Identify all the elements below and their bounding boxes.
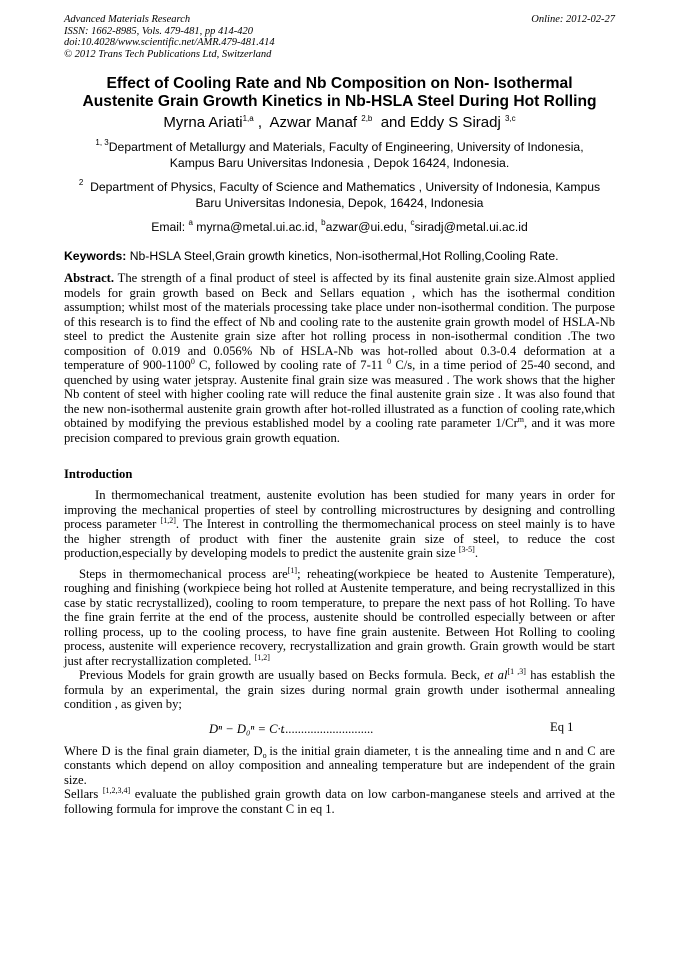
author-2: Azwar Manaf: [269, 114, 362, 131]
paper-title: [64, 75, 615, 111]
abstract-exponent: m: [517, 415, 525, 424]
equation-1-formula: Dⁿ − D₀ⁿ = C·t: [209, 721, 285, 736]
email-a[interactable]: myrna@metal.ui.ac.id,: [192, 220, 322, 234]
affiliation-1-line-2: Kampus Baru Universitas Indonesia , Depok 16424, Indonesia.: [169, 156, 510, 170]
affiliation-1: [64, 139, 615, 171]
citation-ref[interactable]: [1,2]: [254, 652, 270, 662]
intro-paragraph-5: [64, 787, 615, 816]
p1-text-2: . The Interest in controlling the thermomechanical process on steel mainly is to have the higher strength of product with finer the austenite grain size of steel, to reduce the cost production,especially by developing models to predict the austenite grain size: [64, 517, 615, 560]
citation-ref[interactable]: [1 ,3]: [507, 667, 526, 676]
journal-name: Advanced Materials Research: [64, 14, 191, 25]
email-line: [64, 219, 615, 235]
citation-ref[interactable]: [1,2]: [160, 516, 176, 525]
p2-text-2: ; reheating(workpiece be heated to Austenite Temperature), roughing and finishing (workpiece being hot rolled at Austenite temperature, and being recrystallized in this case by static recrystallized), cooling to room temperature, to prepare the next pass of hot Rolling. To have the fine grain ferrite at the end of the process, austenite should be controlled especially between or after rolling process, up to the cooling process, to have fine grain austenite. Between Hot Rolling to cooling process, austenite will experience recovery, recrystallization and grain growth. Grain growth would be start just after recrystallization completed.: [64, 566, 615, 668]
p3-text-1: Previous Models for grain growth are usually based on Becks formula. Beck,: [79, 668, 485, 682]
author-2-affil: 2,b: [361, 114, 373, 123]
email-label: Email:: [151, 220, 189, 234]
intro-paragraph-3: [64, 668, 615, 712]
abstract-text-4: , and it was more precision compared to previous grain growth equation.: [64, 416, 616, 445]
email-b[interactable]: azwar@ui.edu,: [325, 220, 411, 234]
p4-subscript: o: [262, 750, 270, 760]
citation-ref[interactable]: [1]: [287, 565, 298, 575]
email-c[interactable]: siradj@metal.ui.ac.id: [414, 220, 528, 234]
author-3-affil: 3,c: [504, 114, 516, 123]
intro-paragraph-4: [64, 744, 615, 788]
keywords: [64, 248, 615, 264]
abstract-degree-2: 0: [387, 357, 392, 366]
p4-text-1: Where D is the final grain diameter, D: [64, 743, 263, 758]
p5-text-2: evaluate the published grain growth data on low carbon-manganese steels and arrived at the following formula for improve the constant C in eq 1.: [64, 787, 615, 816]
affiliation-2-line-2: Baru Universitas Indonesia, Depok, 16424, Indonesia: [195, 196, 484, 210]
author-separator: ,: [253, 114, 270, 131]
affiliation-1-marker: 1, 3: [95, 138, 109, 147]
abstract-text-3: C/s, in a time period of 25-40 second, and quenched by using water jetspray. Austenite final grain size was measured . The work shows that the higher Nb content of steel with higher cooling rate will reduce the final austenite grain size . It was also found that the new non-isothermal austenite grain growth after hot-rolled illustrated as a function of cooling rate,which obtained by modifying the previous established model by a cooling rate parameter 1/Cr: [64, 358, 615, 430]
author-1: Myrna Ariati: [163, 114, 243, 131]
affiliation-2: [64, 179, 615, 211]
author-3: and Eddy S Siradj: [372, 114, 505, 131]
citation-ref[interactable]: [3-5]: [458, 545, 475, 554]
copyright-line: © 2012 Trans Tech Publications Ltd, Switzerland: [64, 48, 272, 60]
p1-text-3: .: [474, 546, 478, 560]
affiliation-2-marker: 2: [78, 178, 84, 187]
title-line-1: Effect of Cooling Rate and Nb Composition on Non- Isothermal: [106, 75, 573, 92]
p5-text-1: Sellars: [64, 787, 103, 801]
abstract-text-2: C, followed by cooling rate of 7-11: [194, 358, 388, 372]
abstract-degree-1: 0: [190, 357, 195, 366]
affiliation-1-line-1: Department of Metallurgy and Materials, Faculty of Engineering, University of Indonesia,: [108, 140, 584, 154]
intro-paragraph-2: [64, 567, 615, 669]
abstract: [64, 271, 615, 445]
author-1-affil: 1,a: [242, 114, 254, 123]
p4-text-2: is the initial grain diameter, t is the annealing time and n and C are constants which depend on alloy composition and annealing temperature but are independent of the grain size.: [64, 743, 615, 787]
intro-paragraph-1: [64, 488, 615, 561]
keywords-label: Keywords:: [64, 249, 127, 263]
p3-et-al: et al: [484, 668, 508, 682]
title-line-2: Austenite Grain Growth Kinetics in Nb-HSLA Steel During Hot Rolling: [82, 93, 597, 110]
p1-text-1: In thermomechanical treatment, austenite evolution has been studied for many years in order for improving the mechanical properties of steel by controlling microstructures by designing and controlling process parameter: [64, 488, 615, 531]
doi-line: doi:10.4028/www.scientific.net/AMR.479-481.414: [64, 37, 275, 48]
email-a-marker: a: [188, 218, 193, 227]
equation-1-number: Eq 1: [550, 719, 574, 734]
email-c-marker: c: [410, 218, 415, 227]
issn-line: ISSN: 1662-8985, Vols. 479-481, pp 414-420: [64, 25, 253, 37]
equation-1-leader: .............................: [282, 721, 374, 736]
section-heading-introduction: Introduction: [64, 467, 133, 481]
citation-ref[interactable]: [1,2,3,4]: [102, 786, 131, 795]
affiliation-2-line-1: Department of Physics, Faculty of Science and Mathematics , University of Indonesia, Kampus: [83, 180, 601, 194]
p3-text-2: has establish the formula by an experimental, the grain sizes during normal grain growth under isothermal annealing condition , as given by;: [64, 668, 616, 711]
email-b-marker: b: [321, 218, 326, 227]
abstract-text-1: The strength of a final product of steel is affected by its final austenite grain size.Almost applied models for grain growth based on Beck and Sellars equation , which has the isothermal condition assumption; whilst most of the materials processing take place under non-isothermal condition. The purpose of this research is to find the effect of Nb and cooling rate to the austenite grain growth model of HSLA-Nb steel to predict the Austenite grain size after hot rolling process in non-isothermal condition .The two composition of 0.019 and 0.056% Nb of HSLA-Nb was hot-rolled about 0.3-0.4 deformation at a temperature of 900-1100: [64, 271, 615, 372]
journal-header: [64, 14, 615, 60]
online-date: Online: 2012-02-27: [531, 14, 615, 25]
abstract-label: Abstract.: [64, 271, 115, 285]
author-list: [64, 114, 615, 132]
p2-text-1: Steps in thermomechanical process are: [79, 566, 288, 581]
keywords-text: Nb-HSLA Steel,Grain growth kinetics, Non-isothermal,Hot Rolling,Cooling Rate.: [126, 249, 559, 263]
paper-page: [64, 14, 615, 816]
equation-1: [64, 718, 615, 744]
